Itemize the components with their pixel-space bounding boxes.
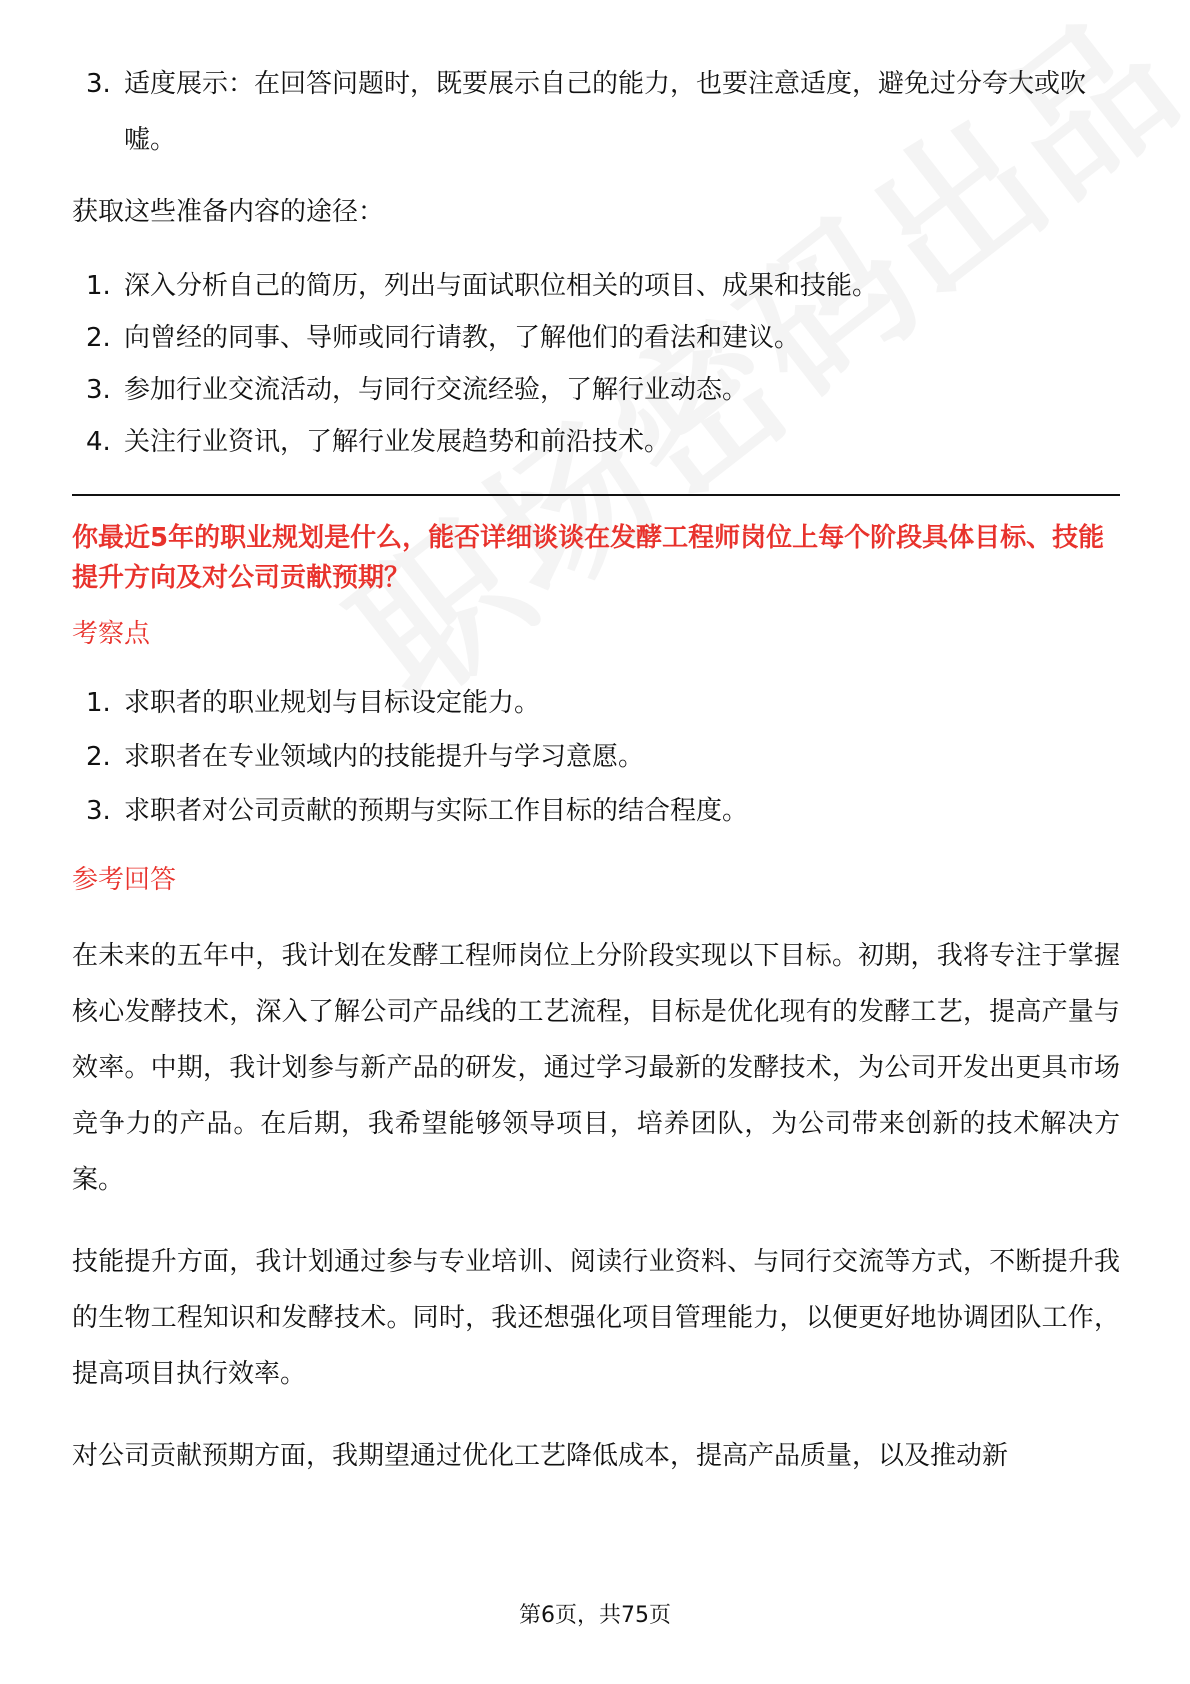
focus-heading: 考察点: [72, 619, 151, 649]
list-item: [72, 416, 1120, 468]
focus-list: [72, 676, 1120, 838]
list-text: 参加行业交流活动，与同行交流经验，了解行业动态。: [124, 375, 749, 405]
list-number: 1.: [86, 688, 111, 718]
paths-heading: 获取这些准备内容的途径：: [72, 197, 385, 227]
list-number: 4.: [86, 427, 111, 457]
list-item: [72, 260, 1120, 312]
list-item: [72, 676, 1120, 730]
list-text: 求职者的职业规划与目标设定能力。: [124, 688, 541, 718]
page-footer: 第6页，共75页: [519, 1603, 671, 1628]
section-divider: [72, 494, 1120, 496]
list-text: 关注行业资讯，了解行业发展趋势和前沿技术。: [124, 427, 671, 457]
interview-question: 你最近5年的职业规划是什么，能否详细谈谈在发酵工程师岗位上每个阶段具体目标、技能提升方向及对公司贡献预期？: [72, 523, 1105, 593]
list-item: [72, 730, 1120, 784]
list-text: 适度展示：在回答问题时，既要展示自己的能力，也要注意适度，避免过分夸大或吹嘘。: [124, 69, 1087, 155]
intro-list: [72, 56, 1120, 168]
list-number: 3.: [86, 796, 111, 826]
list-item: [72, 784, 1120, 838]
list-number: 1.: [86, 271, 111, 301]
list-text: 求职者在专业领域内的技能提升与学习意愿。: [124, 742, 645, 772]
answer-paragraph: 对公司贡献预期方面，我期望通过优化工艺降低成本，提高产品质量，以及推动新: [72, 1441, 1009, 1471]
list-number: 3.: [86, 69, 111, 99]
page-content: [72, 56, 1120, 1484]
list-item: [72, 364, 1120, 416]
list-number: 3.: [86, 375, 111, 405]
list-text: 求职者对公司贡献的预期与实际工作目标的结合程度。: [124, 796, 749, 826]
list-item: [72, 56, 1120, 168]
answer-paragraph: 在未来的五年中，我计划在发酵工程师岗位上分阶段实现以下目标。初期，我将专注于掌握核心发酵技术，深入了解公司产品线的工艺流程，目标是优化现有的发酵工艺，提高产量与效率。中期，我计划参与新产品的研发，通过学习最新的发酵技术，为公司开发出更具市场竞争力的产品。在后期，我希望能够领导项目，培养团队，为公司带来创新的技术解决方案。: [72, 941, 1120, 1195]
answer-paragraph: 技能提升方面，我计划通过参与专业培训、阅读行业资料、与同行交流等方式，不断提升我的生物工程知识和发酵技术。同时，我还想强化项目管理能力，以便更好地协调团队工作，提高项目执行效率。: [72, 1247, 1120, 1389]
list-number: 2.: [86, 323, 111, 353]
list-number: 2.: [86, 742, 111, 772]
list-text: 深入分析自己的简历，列出与面试职位相关的项目、成果和技能。: [124, 271, 879, 301]
answer-heading: 参考回答: [72, 865, 177, 895]
list-text: 向曾经的同事、导师或同行请教，了解他们的看法和建议。: [124, 323, 801, 353]
paths-list: [72, 260, 1120, 468]
list-item: [72, 312, 1120, 364]
